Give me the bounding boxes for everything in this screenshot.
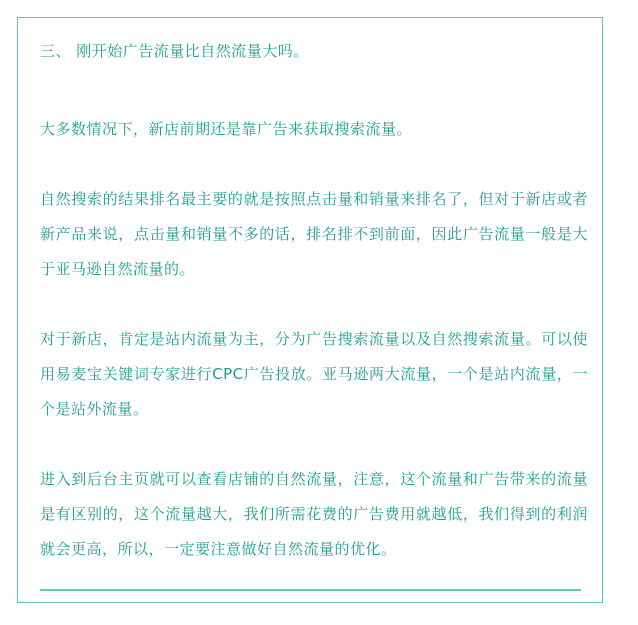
paragraph-3: 对于新店，肯定是站内流量为主，分为广告搜索流量以及自然搜索流量。可以使用易麦宝关键词专家进行CPC广告投放。亚马逊两大流量，一个是站内流量，一个是站外流量。 <box>40 330 588 418</box>
paragraph-1: 大多数情况下，新店前期还是靠广告来获取搜索流量。 <box>40 120 413 138</box>
bottom-divider <box>40 589 581 591</box>
article-content <box>40 38 588 602</box>
section-heading: 三、 刚开始广告流量比自然流量大吗。 <box>40 42 309 60</box>
paragraph-2: 自然搜索的结果排名最主要的就是按照点击量和销量来排名了，但对于新店或者新产品来说，点击量和销量不多的话，排名排不到前面，因此广告流量一般是大于亚马逊自然流量的。 <box>40 190 588 278</box>
article-frame <box>17 17 603 603</box>
paragraph-4: 进入到后台主页就可以查看店铺的自然流量，注意，这个流量和广告带来的流量是有区别的，这个流量越大，我们所需花费的广告费用就越低，我们得到的利润就会更高，所以，一定要注意做好自然流量的优化。 <box>40 470 588 558</box>
